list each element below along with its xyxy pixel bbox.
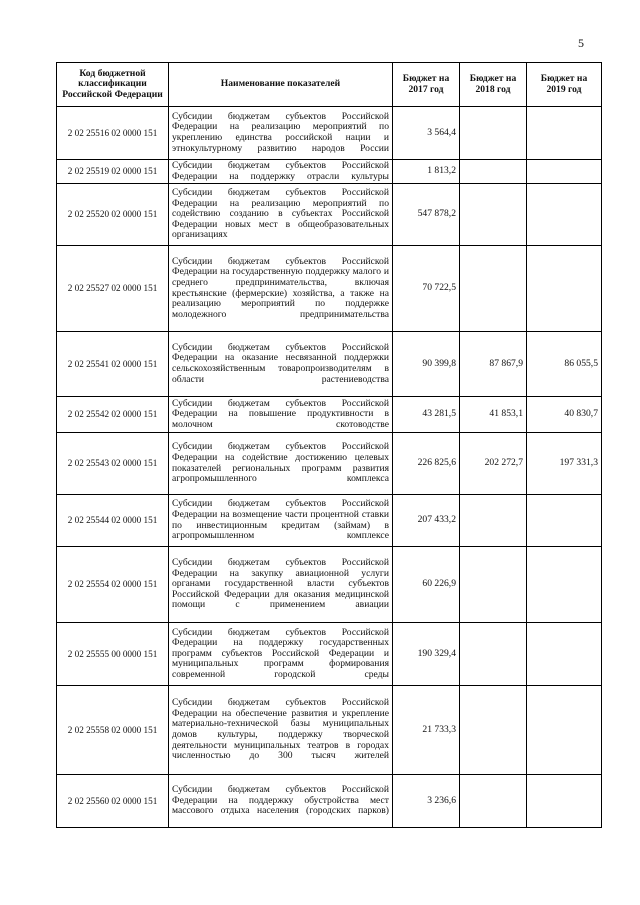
row-name: Субсидии бюджетам субъектов Российской Федерации на реализацию мероприятий по укреплению единства российской нации и этнокультурному развитию народов России (169, 107, 393, 160)
row-2018: 87 867,9 (460, 332, 527, 397)
row-2017: 3 564,4 (393, 107, 460, 160)
row-2017: 60 226,9 (393, 547, 460, 623)
row-2018 (460, 160, 527, 184)
row-2017: 70 722,5 (393, 246, 460, 332)
row-2019 (527, 184, 602, 246)
budget-table (56, 62, 602, 828)
row-2017: 207 433,2 (393, 495, 460, 547)
row-2017: 547 878,2 (393, 184, 460, 246)
table-row (57, 160, 602, 184)
row-code: 2 02 25516 02 0000 151 (57, 107, 169, 160)
row-2018 (460, 547, 527, 623)
row-2019 (527, 246, 602, 332)
row-2018 (460, 184, 527, 246)
row-code: 2 02 25543 02 0000 151 (57, 433, 169, 495)
table-row (57, 775, 602, 828)
header-code: Код бюджетной классификации Российской Федерации (57, 63, 169, 107)
row-2017: 3 236,6 (393, 775, 460, 828)
table-row (57, 397, 602, 433)
row-2018 (460, 246, 527, 332)
row-2019: 197 331,3 (527, 433, 602, 495)
row-2018 (460, 623, 527, 686)
row-name: Субсидии бюджетам субъектов Российской Федерации на реализацию мероприятий по содействию созданию в субъектах Российской Федерации новых мест в общеобразовательных организациях (169, 184, 393, 246)
row-2019 (527, 495, 602, 547)
header-2017: Бюджет на 2017 год (393, 63, 460, 107)
row-name: Субсидии бюджетам субъектов Российской Федерации на оказание несвязанной поддержки сельскохозяйственным товаропроизводителям в области растениеводства (169, 332, 393, 397)
row-code: 2 02 25519 02 0000 151 (57, 160, 169, 184)
table-row (57, 184, 602, 246)
row-name: Субсидии бюджетам субъектов Российской Федерации на поддержку отрасли культуры (169, 160, 393, 184)
row-2017: 90 399,8 (393, 332, 460, 397)
row-code: 2 02 25527 02 0000 151 (57, 246, 169, 332)
row-code: 2 02 25558 02 0000 151 (57, 686, 169, 775)
header-2019: Бюджет на 2019 год (527, 63, 602, 107)
row-code: 2 02 25542 02 0000 151 (57, 397, 169, 433)
row-2018: 202 272,7 (460, 433, 527, 495)
row-2019: 40 830,7 (527, 397, 602, 433)
table-row (57, 495, 602, 547)
row-name: Субсидии бюджетам субъектов Российской Федерации на государственную поддержку малого и среднего предпринимательства, включая крестьянские (фермерские) хозяйства, а также на реализацию мероприятий по поддержке молодежного предпринимательства (169, 246, 393, 332)
row-2017: 1 813,2 (393, 160, 460, 184)
table-row (57, 433, 602, 495)
row-2018 (460, 495, 527, 547)
table-header-row (57, 63, 602, 107)
row-2017: 43 281,5 (393, 397, 460, 433)
row-name: Субсидии бюджетам субъектов Российской Федерации на содействие достижению целевых показателей региональных программ развития агропромышленного комплекса (169, 433, 393, 495)
row-2018: 41 853,1 (460, 397, 527, 433)
row-2017: 21 733,3 (393, 686, 460, 775)
row-name: Субсидии бюджетам субъектов Российской Федерации на повышение продуктивности в молочном скотоводстве (169, 397, 393, 433)
row-code: 2 02 25520 02 0000 151 (57, 184, 169, 246)
row-name: Субсидии бюджетам субъектов Российской Федерации на поддержку обустройства мест массового отдыха населения (городских парков) (169, 775, 393, 828)
row-code: 2 02 25541 02 0000 151 (57, 332, 169, 397)
table-row (57, 332, 602, 397)
row-2019 (527, 160, 602, 184)
row-2018 (460, 107, 527, 160)
header-name: Наименование показателей (169, 63, 393, 107)
row-name: Субсидии бюджетам субъектов Российской Федерации на закупку авиационной услуги органами государственной власти субъектов Российской Федерации для оказания медицинской помощи с применением авиации (169, 547, 393, 623)
header-2018: Бюджет на 2018 год (460, 63, 527, 107)
row-code: 2 02 25555 00 0000 151 (57, 623, 169, 686)
table-row (57, 547, 602, 623)
row-code: 2 02 25560 02 0000 151 (57, 775, 169, 828)
row-code: 2 02 25544 02 0000 151 (57, 495, 169, 547)
row-2019 (527, 547, 602, 623)
row-name: Субсидии бюджетам субъектов Российской Федерации на поддержку государственных программ субъектов Российской Федерации и муниципальных программ формирования современной городской среды (169, 623, 393, 686)
row-2019 (527, 107, 602, 160)
table-row (57, 107, 602, 160)
row-code: 2 02 25554 02 0000 151 (57, 547, 169, 623)
row-2018 (460, 686, 527, 775)
row-2018 (460, 775, 527, 828)
row-2019 (527, 686, 602, 775)
row-2017: 190 329,4 (393, 623, 460, 686)
page-number: 5 (578, 36, 584, 50)
row-2019 (527, 623, 602, 686)
row-name: Субсидии бюджетам субъектов Российской Федерации на обеспечение развития и укрепление материально-технической базы муниципальных домов культуры, поддержку творческой деятельности муниципальных театров в городах численностью до 300 тысяч жителей (169, 686, 393, 775)
row-2019 (527, 775, 602, 828)
table-row (57, 623, 602, 686)
table-row (57, 246, 602, 332)
row-2019: 86 055,5 (527, 332, 602, 397)
table-row (57, 686, 602, 775)
row-2017: 226 825,6 (393, 433, 460, 495)
row-name: Субсидии бюджетам субъектов Российской Федерации на возмещение части процентной ставки по инвестиционным кредитам (займам) в агропромышленном комплексе (169, 495, 393, 547)
